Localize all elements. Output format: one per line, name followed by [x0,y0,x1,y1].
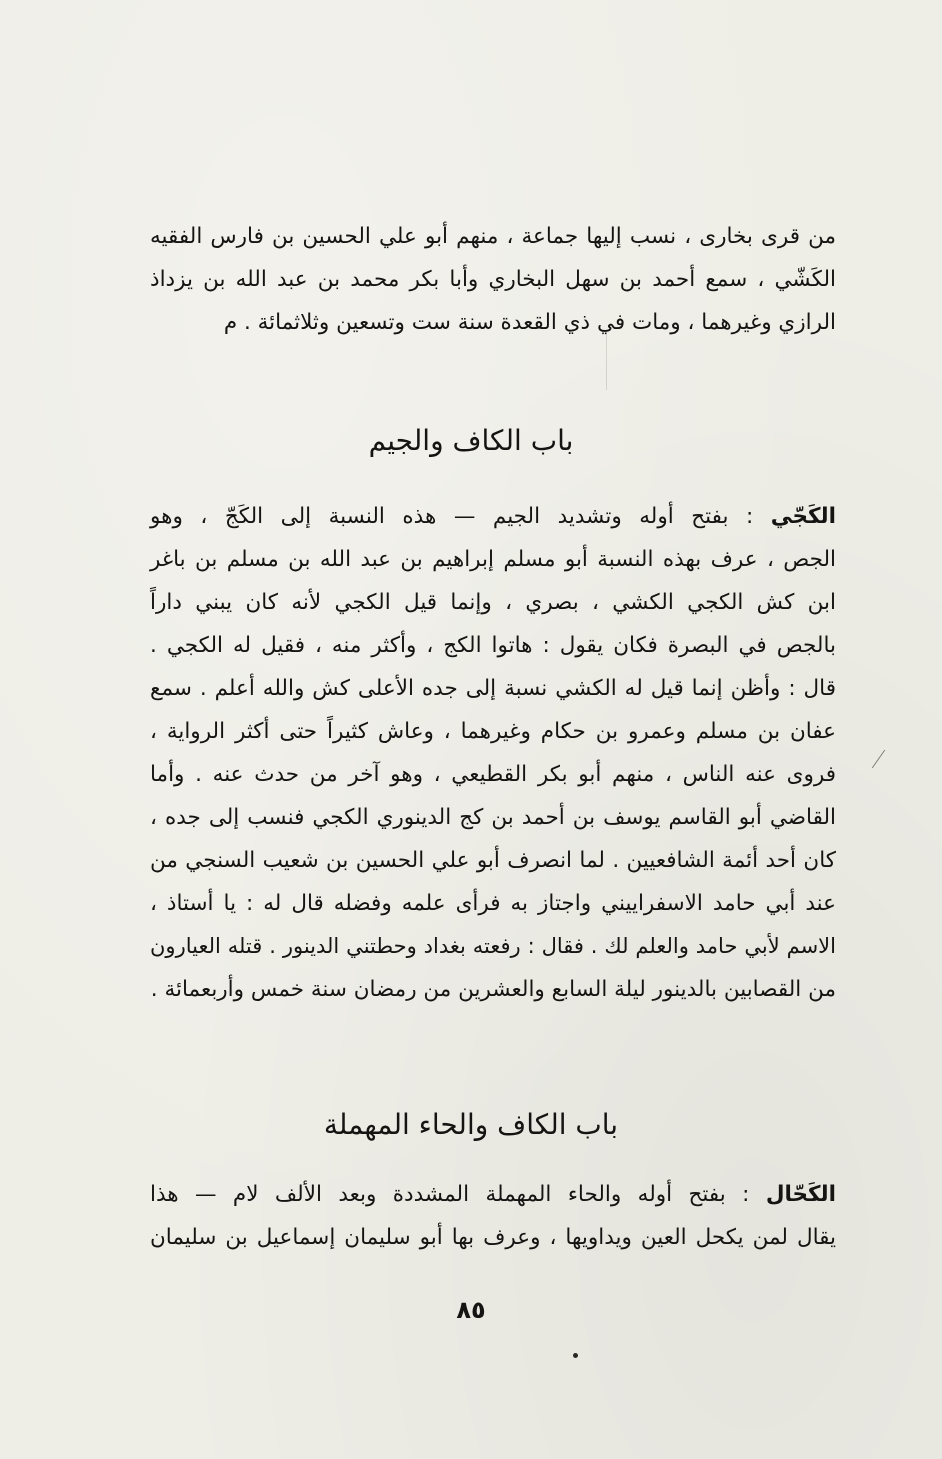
text-line: الكَشّي ، سمع أحمد بن سهل البخاري وأبا بكر محمد بن عبد الله بن يزداذ [150,267,836,292]
text-line: بالجص في البصرة فكان يقول : هاتوا الكج ، وأكثر منه ، فقيل له الكجي . [150,633,836,658]
entry-first-line-text: : بفتح أوله وتشديد الجيم — هذه النسبة إلى الكَجّ ، وهو [150,504,771,529]
text-line: قال : وأظن إنما قيل له الكشي نسبة إلى جده الأعلى كش والله أعلم . سمع [150,676,836,701]
entry-headword: الكَجّي [770,504,836,529]
entry-kahhal [150,1184,836,1270]
text-line: الرازي وغيرهما ، ومات في ذي القعدة سنة ست وتسعين وثلاثمائة . م [223,310,836,335]
page-number: ٨٥ [456,1296,486,1324]
text-line: الجص ، عرف بهذه النسبة أبو مسلم إبراهيم بن عبد الله بن مسلم بن باغر [150,547,836,572]
text-line: عند أبي حامد الاسفراييني واجتاز به فرأى علمه وفضله قال له : يا أستاذ ، [150,891,836,916]
ink-speck [573,1353,578,1358]
paper-scratch [872,750,885,769]
text-line: ابن كش الكجي الكشي ، بصري ، وإنما قيل الكجي لأنه كان يبني داراً [150,590,836,615]
entry-kaji [150,506,836,1022]
entry-first-line [150,1184,836,1227]
text-line: الاسم لأبي حامد والعلم لك . فقال : رفعته بغداد وحطتني الدينور . قتله العيارون [150,934,836,958]
text-line: كان أحد أئمة الشافعيين . لما انصرف أبو علي الحسين بن شعيب السنجي من [150,848,836,873]
chapter-heading: باب الكاف والجيم [368,424,574,457]
text-line: من القصابين بالدينور ليلة السابع والعشرين من رمضان سنة خمس وأربعمائة . [150,977,836,1002]
entry-first-line [150,506,836,549]
entry-headword: الكَحّال [765,1182,836,1207]
paper-crease [606,330,607,390]
text-line: من قرى بخارى ، نسب إليها جماعة ، منهم أبو علي الحسين بن فارس الفقيه [150,224,836,249]
chapter-heading: باب الكاف والحاء المهملة [323,1108,619,1141]
text-line: عفان بن مسلم وعمرو بن حكام وغيرهما ، وعاش كثيراً حتى أكثر الرواية ، [150,719,836,744]
text-line: فروى عنه الناس ، منهم أبو بكر القطيعي ، وهو آخر من حدث عنه . وأما [150,762,836,787]
text-line: القاضي أبو القاسم يوسف بن أحمد بن كج الدينوري الكجي فنسب إلى جده ، [150,805,836,830]
entry-first-line-text: : بفتح أوله والحاء المهملة المشددة وبعد الألف لام — هذا [150,1182,766,1207]
text-line: يقال لمن يكحل العين ويداويها ، وعرف بها أبو سليمان إسماعيل بن سليمان [150,1225,836,1250]
continued-paragraph [150,226,836,355]
